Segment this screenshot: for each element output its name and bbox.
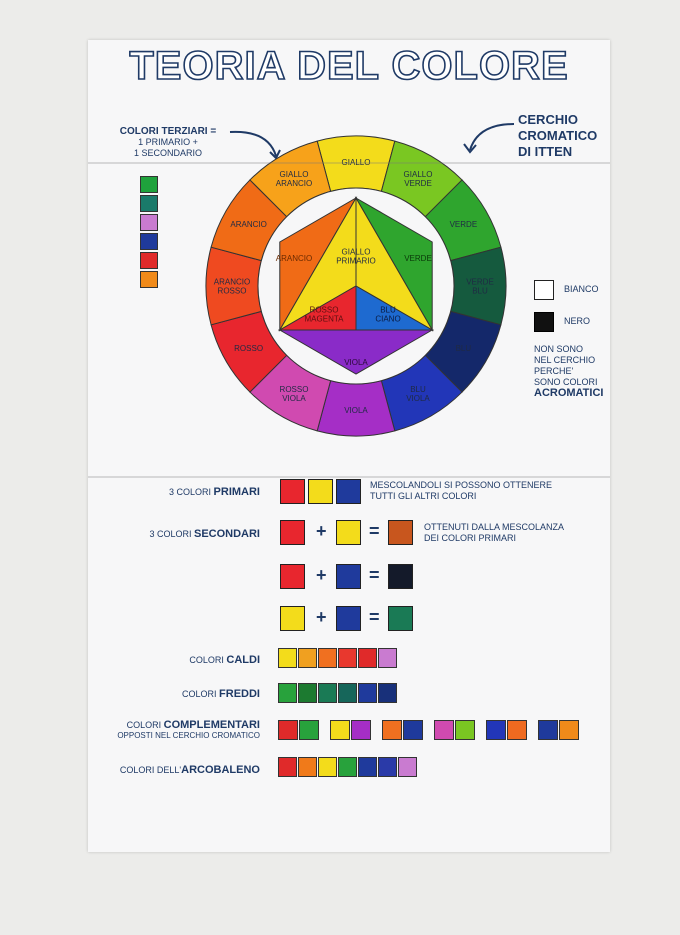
rainbow-swatch — [358, 757, 377, 777]
mix2-b — [336, 564, 361, 589]
label-secondari-bold: SECONDARI — [193, 528, 260, 540]
label-caldi — [189, 654, 260, 666]
rainbow-swatch — [378, 757, 397, 777]
label-caldi-pre: COLORI — [189, 655, 227, 665]
label-freddi — [182, 688, 260, 700]
rainbow-swatch — [398, 757, 417, 777]
cold-swatch — [338, 683, 357, 703]
warm-colors-strip — [278, 648, 398, 668]
fold-line — [88, 476, 610, 478]
label-secondari-pre: 3 COLORI — [149, 529, 194, 539]
cold-swatch — [278, 683, 297, 703]
tertiary-swatch — [140, 195, 158, 212]
complementary-swatch — [403, 720, 423, 740]
tertiary-note-title: COLORI TERZIARI = — [119, 126, 217, 137]
black-label: NERO — [564, 316, 591, 326]
achromatic-note-2: NEL CERCHIO — [534, 355, 596, 365]
wheel-label: VERDE — [449, 220, 478, 229]
mix3-b — [336, 606, 361, 631]
label-primari — [169, 486, 260, 498]
tertiary-swatch — [140, 214, 158, 231]
equals-sign: = — [369, 521, 380, 541]
tertiary-note-line1: 1 PRIMARIO + — [138, 137, 198, 147]
label-arcobaleno-pre: COLORI DELL' — [119, 765, 182, 775]
complementary-swatch — [382, 720, 402, 740]
tertiary-swatch — [140, 271, 158, 288]
wheel-label: ROSSO — [234, 344, 264, 353]
complementary-swatch — [538, 720, 558, 740]
white-label: BIANCO — [564, 284, 599, 294]
wheel-label: ARANCIO — [230, 220, 267, 229]
cold-swatch — [298, 683, 317, 703]
cold-swatch — [318, 683, 337, 703]
plus-sign: + — [316, 607, 327, 627]
tertiary-note-line2: 1 SECONDARIO — [133, 148, 202, 158]
achromatic-note-1: NON SONO — [534, 344, 584, 354]
wheel-label: BLU — [455, 344, 472, 353]
swatch-yellow — [308, 479, 333, 504]
achromatic-note — [534, 344, 603, 399]
mix3-result — [388, 606, 413, 631]
wheel-label: ARANCIO ROSSO — [213, 277, 251, 296]
primari-desc — [370, 480, 552, 502]
complementary-swatch — [278, 720, 298, 740]
label-caldi-bold: CALDI — [226, 654, 260, 666]
rainbow-colors-strip — [278, 757, 418, 777]
warm-swatch — [338, 648, 357, 668]
mix1-b — [336, 520, 361, 545]
mix3-a — [280, 606, 305, 631]
label-primari-pre: 3 COLORI — [169, 487, 214, 497]
plus-sign: + — [316, 565, 327, 585]
equals-sign: = — [369, 565, 380, 585]
achromatic-emphasis: ACROMATICI — [534, 387, 604, 399]
wheel-label: ROSSO VIOLA — [279, 384, 309, 403]
itten-note — [518, 112, 597, 160]
label-freddi-bold: FREDDI — [219, 688, 260, 700]
label-primary-yellow: GIALLO PRIMARIO — [336, 247, 376, 266]
itten-note-line1: CERCHIO — [518, 112, 578, 127]
page-title: TEORIA DEL COLORE — [129, 44, 569, 88]
mix2-a — [280, 564, 305, 589]
primari-desc-1: MESCOLANDOLI SI POSSONO OTTENERE — [370, 480, 553, 490]
wheel-label: GIALLO VERDE — [403, 170, 433, 189]
achromatic-note-4: SONO COLORI — [534, 377, 598, 387]
label-complementari-pre: COLORI — [126, 720, 164, 730]
complementary-swatch — [299, 720, 319, 740]
equals-sign: = — [369, 607, 380, 627]
swatch-blue — [336, 479, 361, 504]
label-arcobaleno-bold: ARCOBALENO — [181, 764, 260, 776]
achromatic-note-3: PERCHE' — [534, 366, 574, 376]
complementary-swatch — [351, 720, 371, 740]
label-secondary-green: VERDE — [404, 254, 432, 263]
complementary-swatch — [486, 720, 506, 740]
fold-line — [88, 162, 610, 164]
cold-swatch — [378, 683, 397, 703]
rainbow-swatch — [278, 757, 297, 777]
label-primari-bold: PRIMARI — [213, 486, 260, 498]
secondari-desc — [424, 522, 564, 544]
mix1-result — [388, 520, 413, 545]
complementary-swatch — [434, 720, 454, 740]
complementary-swatch — [330, 720, 350, 740]
warm-swatch — [378, 648, 397, 668]
label-arcobaleno — [120, 764, 260, 776]
rainbow-swatch — [318, 757, 337, 777]
poster-sheet — [88, 40, 610, 852]
tertiary-swatch — [140, 233, 158, 250]
warm-swatch — [318, 648, 337, 668]
wheel-label: VERDE BLU — [466, 277, 494, 296]
itten-note-line3: DI ITTEN — [518, 144, 573, 159]
mix2-result — [388, 564, 413, 589]
wheel-label: GIALLO ARANCIO — [275, 170, 313, 189]
mix1-a — [280, 520, 305, 545]
warm-swatch — [298, 648, 317, 668]
complementary-swatch — [559, 720, 579, 740]
label-complementari-sub: OPPOSTI NEL CERCHIO CROMATICO — [117, 731, 260, 740]
complementary-swatch — [455, 720, 475, 740]
secondari-desc-1: OTTENUTI DALLA MESCOLANZA — [424, 522, 565, 532]
label-secondari — [149, 528, 260, 540]
wheel-label: VIOLA — [344, 406, 368, 415]
tertiary-swatches — [140, 176, 160, 290]
tertiary-swatch — [140, 252, 158, 269]
primari-desc-2: TUTTI GLI ALTRI COLORI — [370, 491, 477, 501]
wheel-label: BLU VIOLA — [406, 384, 430, 403]
black-swatch — [534, 312, 554, 332]
cold-colors-strip — [278, 683, 398, 703]
swatch-red — [280, 479, 305, 504]
label-primary-blue: BLU CIANO — [375, 305, 401, 324]
wheel-label: GIALLO — [341, 158, 371, 167]
complementary-swatch — [507, 720, 527, 740]
warm-swatch — [278, 648, 297, 668]
label-complementari-bold: COMPLEMENTARI — [163, 719, 260, 731]
label-secondary-orange: ARANCIO — [275, 254, 313, 263]
secondari-desc-2: DEI COLORI PRIMARI — [424, 533, 517, 543]
tertiary-swatch — [140, 176, 158, 193]
rainbow-swatch — [298, 757, 317, 777]
cold-swatch — [358, 683, 377, 703]
rainbow-swatch — [338, 757, 357, 777]
plus-sign: + — [316, 521, 327, 541]
label-freddi-pre: COLORI — [182, 689, 220, 699]
warm-swatch — [358, 648, 377, 668]
label-complementari — [117, 719, 260, 740]
white-swatch — [534, 280, 554, 300]
label-primary-red: ROSSO MAGENTA — [304, 305, 344, 324]
itten-note-line2: CROMATICO — [518, 128, 598, 143]
color-wheel — [200, 130, 512, 442]
label-secondary-violet: VIOLA — [344, 358, 368, 367]
